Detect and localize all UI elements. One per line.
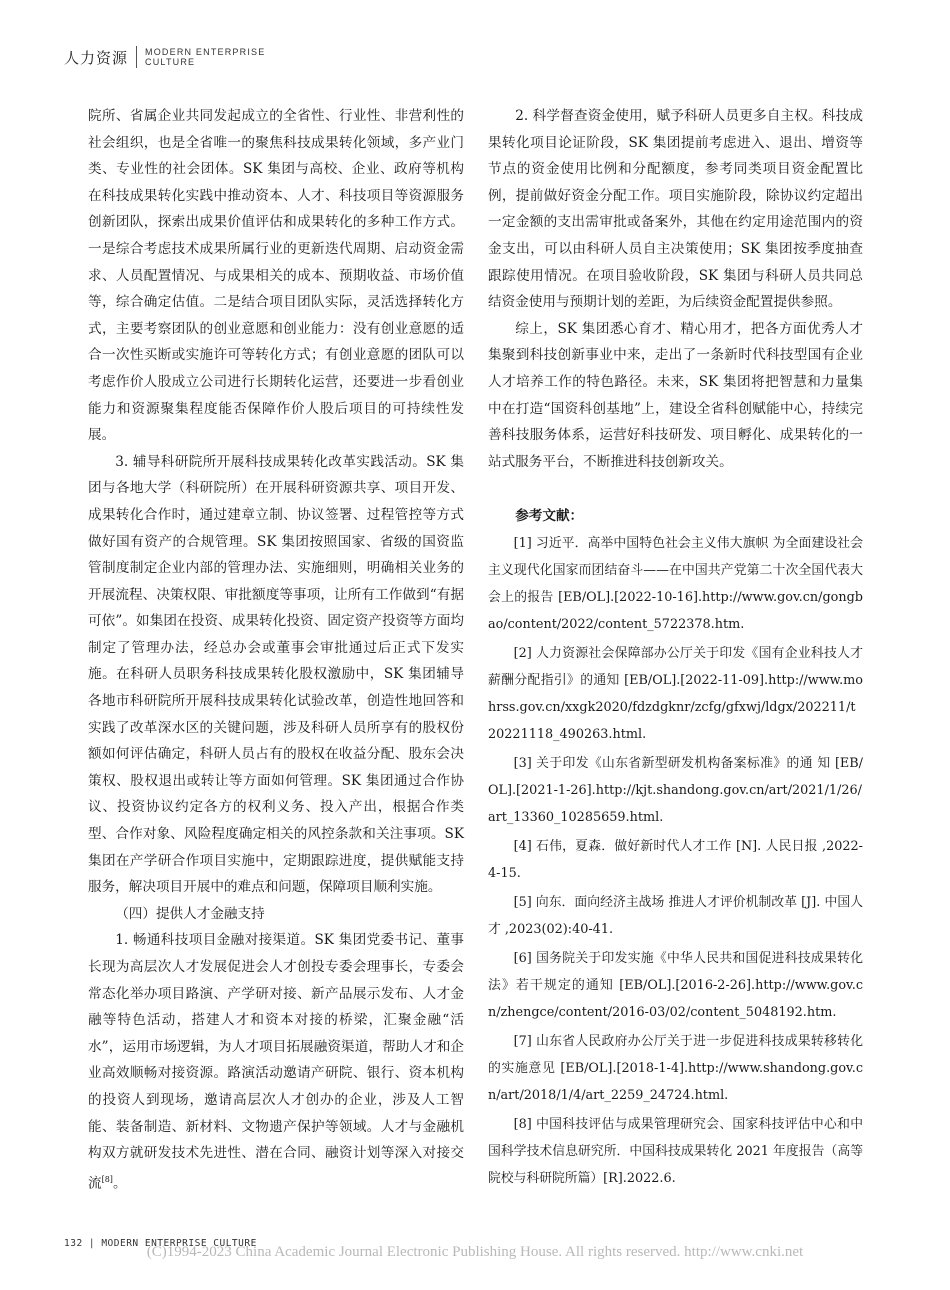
reference-item: [5] 向东．面向经济主战场 推进人才评价机制改革 [J]. 中国人才 ,2023(02):40-41. bbox=[488, 894, 863, 937]
paragraph: 院所、省属企业共同发起成立的全省性、行业性、非营利性的社会组织，也是全省唯一的聚焦科技成果转化领域，多产业门类、专业性的社会团体。SK 集团与高校、企业、政府等机构在科技成果转化实践中推动资本、人才、科技项目等资源服务创新团队，探索出成果价值评估和成果转化的多种工作方式。一是综合考虑技术成果所属行业的更新迭代周期、启动资金需求、人员配置情况、与成果相关的成本、预期收益、市场价值等，综合确定估值。二是结合项目团队实际，灵活选择转化方式，主要考察团队的创业意愿和创业能力：没有创业意愿的适合一次性买断或实施许可等转化方式；有创业意愿的团队可以考虑作价人股成立公司进行长期转化运营，还要进一步看创业能力和资源聚集程度能否保障作价人股后项目的可持续性发展。 bbox=[88, 108, 464, 444]
reference-item: [6] 国务院关于印发实施《中华人民共和国促进科技成果转化法》若干规定的通知 [EB/OL].[2016-2-26].http://www.gov.cn/zhengce/content/2016-03/02/content_5048192.htm. bbox=[488, 950, 863, 1020]
reference-item: [7] 山东省人民政府办公厅关于进一步促进科技成果转移转化的实施意见 [EB/OL].[2018-1-4].http://www.shandong.gov.cn/art/2018/1/4/art_2259_24724.html. bbox=[488, 1033, 863, 1103]
page-footer: 132 | MODERN ENTERPRISE CULTURE bbox=[64, 1238, 257, 1249]
paragraph-end: 。 bbox=[112, 1175, 127, 1192]
reference-item: [8] 中国科技评估与成果管理研究会、国家科技评估中心和中国科学技术信息研究所．中国科技成果转化 2021 年度报告（高等院校与科研院所篇）[R].2022.6. bbox=[488, 1116, 863, 1186]
citation-marker: [8] bbox=[101, 1174, 113, 1184]
page-header bbox=[64, 42, 265, 72]
reference-item: [3] 关于印发《山东省新型研发机构备案标准》的通 知 [EB/OL].[2021-1-26].http://kjt.shandong.gov.cn/art/2021/1/26/art_13360_10285659.html. bbox=[488, 755, 863, 825]
header-divider bbox=[136, 46, 137, 68]
journal-section-title: 人力资源 bbox=[64, 48, 129, 67]
paragraph-text: 1. 畅通科技项目金融对接渠道。SK 集团党委书记、董事长现为高层次人才发展促进会人才创投专委会理事长，专委会常态化举办项目路演、产学研对接、新产品展示发布、人才金融等特色活动，搭建人才和资本对接的桥梁，汇聚金融“活水”，运用市场逻辑，为人才项目拓展融资渠道，帮助人才和企业高效顺畅对接资源。路演活动邀请产研院、银行、资本机构的投资人到现场，邀请高层次人才创办的企业，涉及人工智能、装备制造、新材料、文物遗产保护等领域。人才与金融机构双方就研发技术先进性、潜在合同、融资计划等深入对接交流 bbox=[88, 932, 464, 1192]
paragraph: 3. 辅导科研院所开展科技成果转化改革实践活动。SK 集团与各地大学（科研院所）在开展科研资源共享、项目开发、成果转化合作时，通过建章立制、协议签署、过程管控等方式做好国有资产的合规管理。SK 集团按照国家、省级的国资监管制度制定企业内部的管理办法、实施细则，明确相关业务的开展流程、决策权限、审批额度等事项，让所有工作做到“有据可依”。如集团在投资、成果转化投资、固定资产投资等方面均制定了管理办法，经总办会或董事会审批通过后正式下发实施。在科研人员职务科技成果转化股权激励中，SK 集团辅导各地市科研院所开展科技成果转化试验改革，创造性地回答和实践了改革深水区的关键问题，涉及科研人员所享有的股权份额如何评估确定，科研人员占有的股权在收益分配、股东会决策权、股权退出或转让等方面如何管理。SK 集团通过合作协议、投资协议约定各方的权利义务、投入产出，根据合作类型、合作对象、风险程度确定相关的风控条款和关注事项。SK 集团在产学研合作项目实施中，定期跟踪进度，提供赋能支持服务，解决项目开展中的难点和问题，保障项目顺利实施。 bbox=[88, 453, 464, 896]
journal-name-en-line2: CULTURE bbox=[145, 57, 196, 67]
copyright-watermark: (C)1994-2023 China Academic Journal Electronic Publishing House. All rights reserved. http://www.cnki.net bbox=[146, 1244, 804, 1260]
right-column bbox=[488, 103, 863, 1194]
paragraph bbox=[88, 927, 464, 1196]
paragraph: 综上，SK 集团悉心育才、精心用才，把各方面优秀人才集聚到科技创新事业中来，走出了一条新时代科技型国有企业人才培养工作的特色路径。未来，SK 集团将把智慧和力量集中在打造“国资科创基地”上，建设全省科创赋能中心，持续完善科技服务体系，运营好科技研发、项目孵化、成果转化的一站式服务平台，不断推进科技创新攻关。 bbox=[488, 320, 863, 470]
reference-item: [4] 石伟，夏森．做好新时代人才工作 [N]. 人民日报 ,2022-4-15. bbox=[488, 838, 863, 881]
journal-name-en-line1: MODERN ENTERPRISE bbox=[145, 47, 266, 57]
references-title: 参考文献： bbox=[515, 508, 584, 525]
reference-item: [2] 人力资源社会保障部办公厅关于印发《国有企业科技人才薪酬分配指引》的通知 [EB/OL].[2022-11-09].http://www.mohrss.gov.cn/xxgk2020/fdzdgknr/zcfg/gfxwj/ldgx/202211/t20221118_490263.html. bbox=[488, 645, 863, 742]
journal-name-en bbox=[145, 47, 265, 67]
section-subheading: （四）提供人才金融支持 bbox=[115, 905, 265, 922]
paragraph: 2. 科学督查资金使用，赋予科研人员更多自主权。科技成果转化项目论证阶段，SK 集团提前考虑进入、退出、增资等节点的资金使用比例和分配额度，参考同类项目资金配置比例，提前做好资金分配工作。项目实施阶段，除协议约定超出一定金额的支出需审批或备案外，其他在约定用途范围内的资金支出，可以由科研人员自主决策使用；SK 集团按季度抽查跟踪使用情况。在项目验收阶段，SK 集团与科研人员共同总结资金使用与预期计划的差距，为后续资金配置提供参照。 bbox=[488, 108, 863, 311]
reference-item: [1] 习近平．高举中国特色社会主义伟大旗帜 为全面建设社会主义现代化国家而团结奋斗——在中国共产党第二十次全国代表大会上的报告 [EB/OL].[2022-10-16].http://www.gov.cn/gongbao/content/2022/content_5722378.htm. bbox=[488, 535, 863, 632]
left-column bbox=[88, 103, 464, 1197]
